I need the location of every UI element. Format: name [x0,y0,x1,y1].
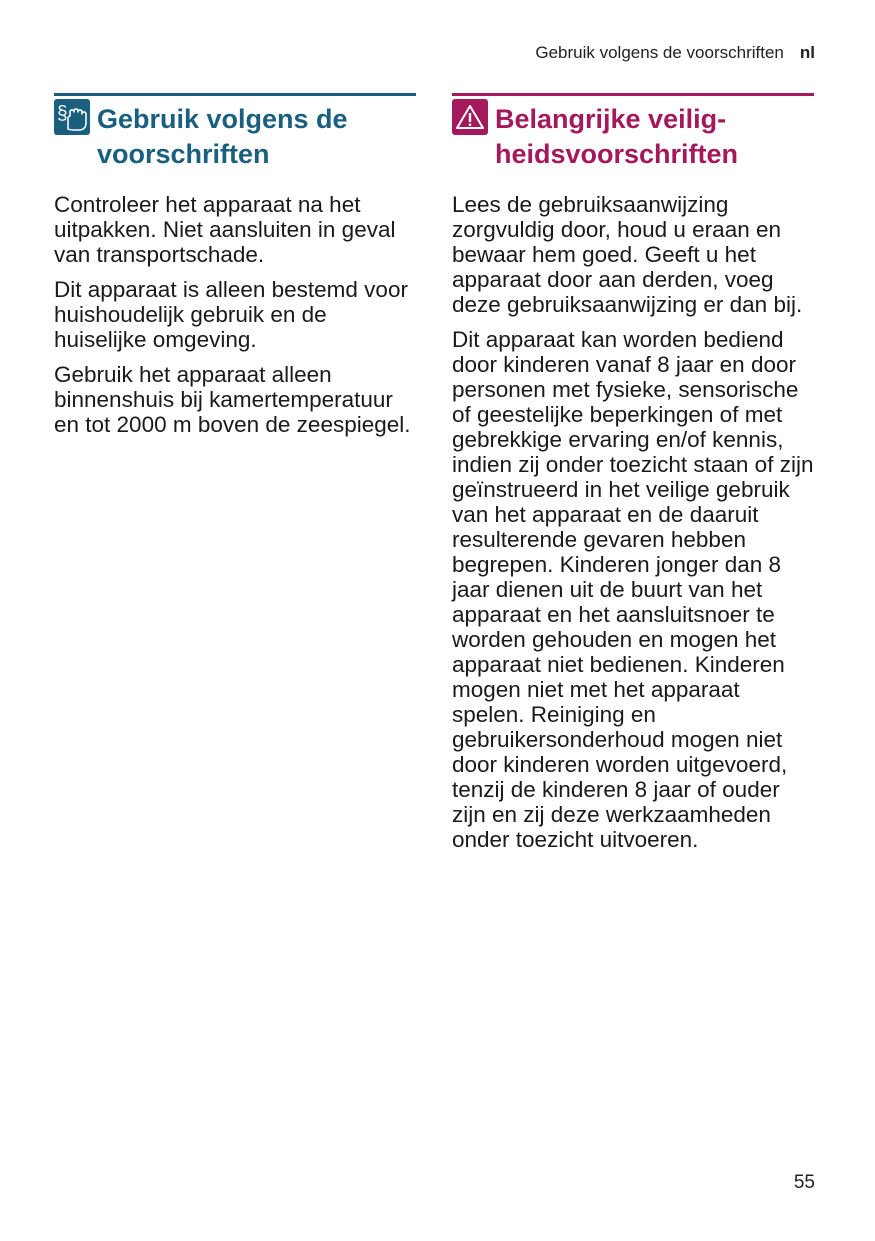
page-number: 55 [793,1172,815,1193]
paragraph: Dit apparaat is alleen bestemd voor huishoudelijk gebruik en de huiselijke omgeving. [54,277,408,352]
running-header-title: Gebruik volgens de voorschriften [535,43,784,62]
section-title-line1: Belangrijke veilig- [495,104,727,134]
warning-triangle-icon [452,99,488,135]
section-title [97,102,348,172]
section-rule [54,93,416,96]
paragraph: Gebruik het apparaat alleen binnenshuis bij kamertemperatuur en tot 2000 m boven de zeespiegel. [54,362,411,437]
section-heading [452,99,814,172]
running-header [535,43,815,63]
section-title-line1: Gebruik volgens de [97,104,348,134]
paragraph: Lees de gebruiksaanwijzing zorgvuldig door, houd u eraan en bewaar hem goed. Geeft u het apparaat door aan derden, voeg deze gebruiksaanwijzing er dan bij. [452,192,803,317]
section-hand-icon [54,99,90,135]
language-code: nl [799,43,815,62]
svg-text:§: § [57,103,68,124]
paragraph: Dit apparaat kan worden bediend door kinderen vanaf 8 jaar en door personen met fysieke, sensorische of geestelijke beperkingen of met gebrekkige ervaring en/of kennis, indien zij onder toezicht staan of zijn geïnstrueerd in het veilige gebruik van het apparaat en de daaruit resulterende gevaren hebben begrepen. Kinderen jonger dan 8 jaar dienen uit de buurt van het apparaat en het aansluitsnoer te worden gehouden en mogen het apparaat niet bedienen. Kinderen mogen niet met het apparaat spelen. Reiniging en gebruikersonderhoud mogen niet door kinderen worden uitgevoerd, tenzij de kinderen 8 jaar of ouder zijn en zij deze werkzaamheden onder toezicht uitvoeren. [452,327,814,852]
intended-use-section [54,93,416,447]
section-title [495,102,738,172]
section-heading [54,99,416,172]
section-title-line2: heidsvoorschriften [495,139,739,169]
section-title-line2: voorschriften [97,139,270,169]
safety-section [452,93,814,862]
paragraph: Controleer het apparaat na het uitpakken. Niet aansluiten in geval van transportschade. [54,192,396,267]
section-rule [452,93,814,96]
